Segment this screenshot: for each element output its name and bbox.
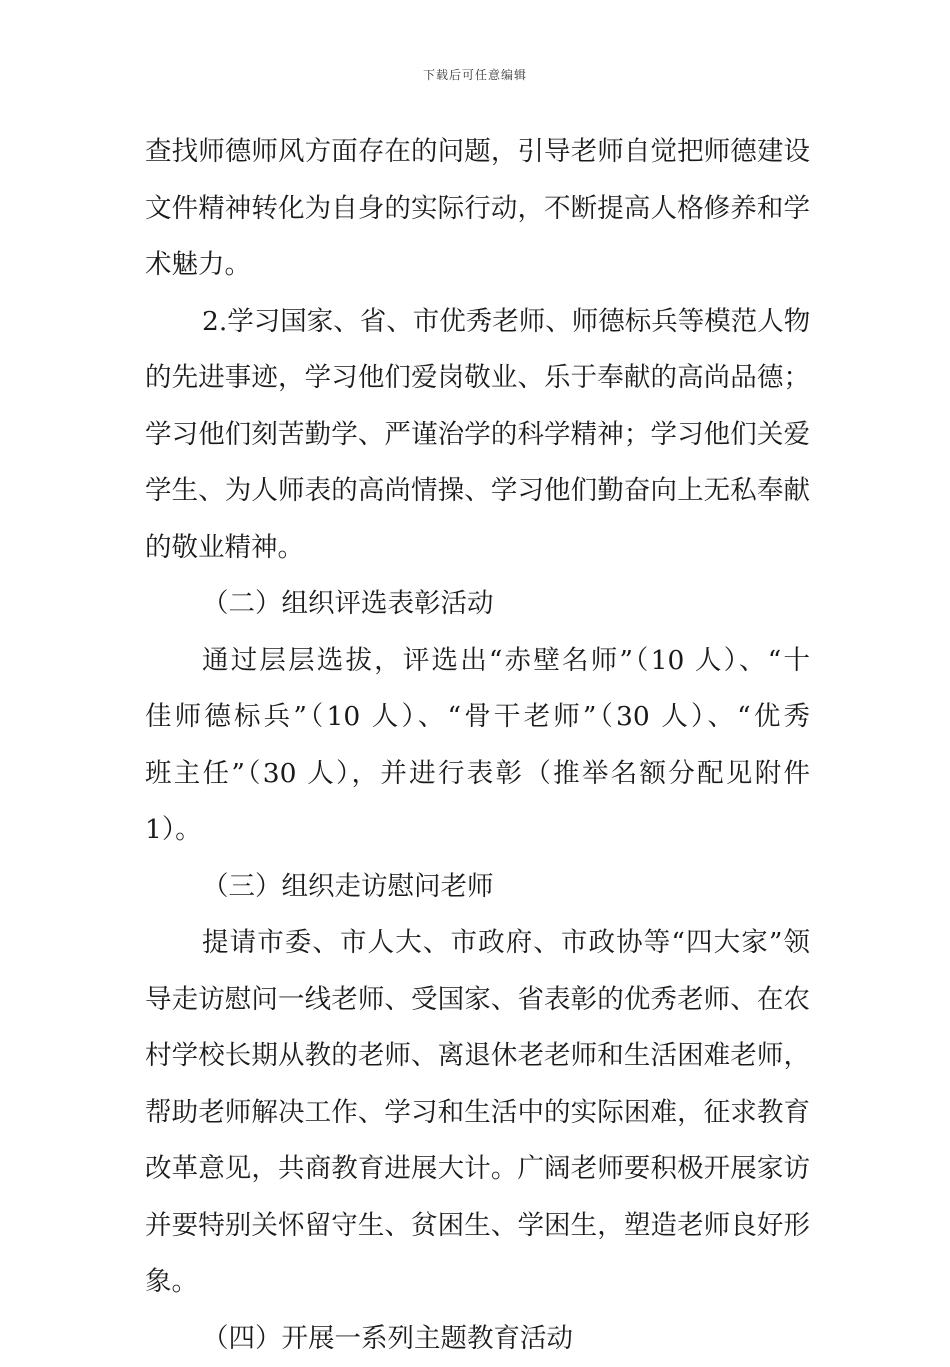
page-header: 下载后可任意编辑 xyxy=(0,66,950,83)
text-line: 学生、为人师表的高尚情操、学习他们勤奋向上无私奉献 xyxy=(145,463,810,520)
text-line: 村学校长期从教的老师、离退休老老师和生活困难老师， xyxy=(145,1028,810,1085)
text-line: 导走访慰问一线老师、受国家、省表彰的优秀老师、在农 xyxy=(145,972,810,1029)
text-line: 象。 xyxy=(145,1254,810,1311)
text-line: 帮助老师解决工作、学习和生活中的实际困难，征求教育 xyxy=(145,1085,810,1142)
text-line: 佳师德标兵”（10 人）、“骨干老师”（30 人）、“优秀 xyxy=(145,689,810,746)
text-line: 术魅力。 xyxy=(145,237,810,294)
section-heading: （三）组织走访慰问老师 xyxy=(145,859,810,916)
section-heading: （二）组织评选表彰活动 xyxy=(145,576,810,633)
section-heading: （四）开展一系列主题教育活动 xyxy=(145,1311,810,1367)
text-line: 并要特别关怀留守生、贫困生、学困生，塑造老师良好形 xyxy=(145,1198,810,1255)
numbered-paragraph-start: 2.学习国家、省、市优秀老师、师德标兵等模范人物 xyxy=(145,294,810,351)
document-body xyxy=(145,124,810,1367)
text-line: 的敬业精神。 xyxy=(145,520,810,577)
text-line: 班主任”（30 人），并进行表彰（推举名额分配见附件 xyxy=(145,746,810,803)
text-line: 的先进事迹，学习他们爱岗敬业、乐于奉献的高尚品德； xyxy=(145,350,810,407)
text-line: 查找师德师风方面存在的问题，引导老师自觉把师德建设 xyxy=(145,124,810,181)
text-line: 文件精神转化为自身的实际行动，不断提高人格修养和学 xyxy=(145,181,810,238)
text-line: 改革意见，共商教育进展大计。广阔老师要积极开展家访 xyxy=(145,1141,810,1198)
paragraph-start: 通过层层选拔，评选出“赤壁名师”（10 人）、“十 xyxy=(145,633,810,690)
paragraph-start: 提请市委、市人大、市政府、市政协等“四大家”领 xyxy=(145,915,810,972)
text-line: 学习他们刻苦勤学、严谨治学的科学精神；学习他们关爱 xyxy=(145,407,810,464)
text-line: 1）。 xyxy=(145,802,810,859)
